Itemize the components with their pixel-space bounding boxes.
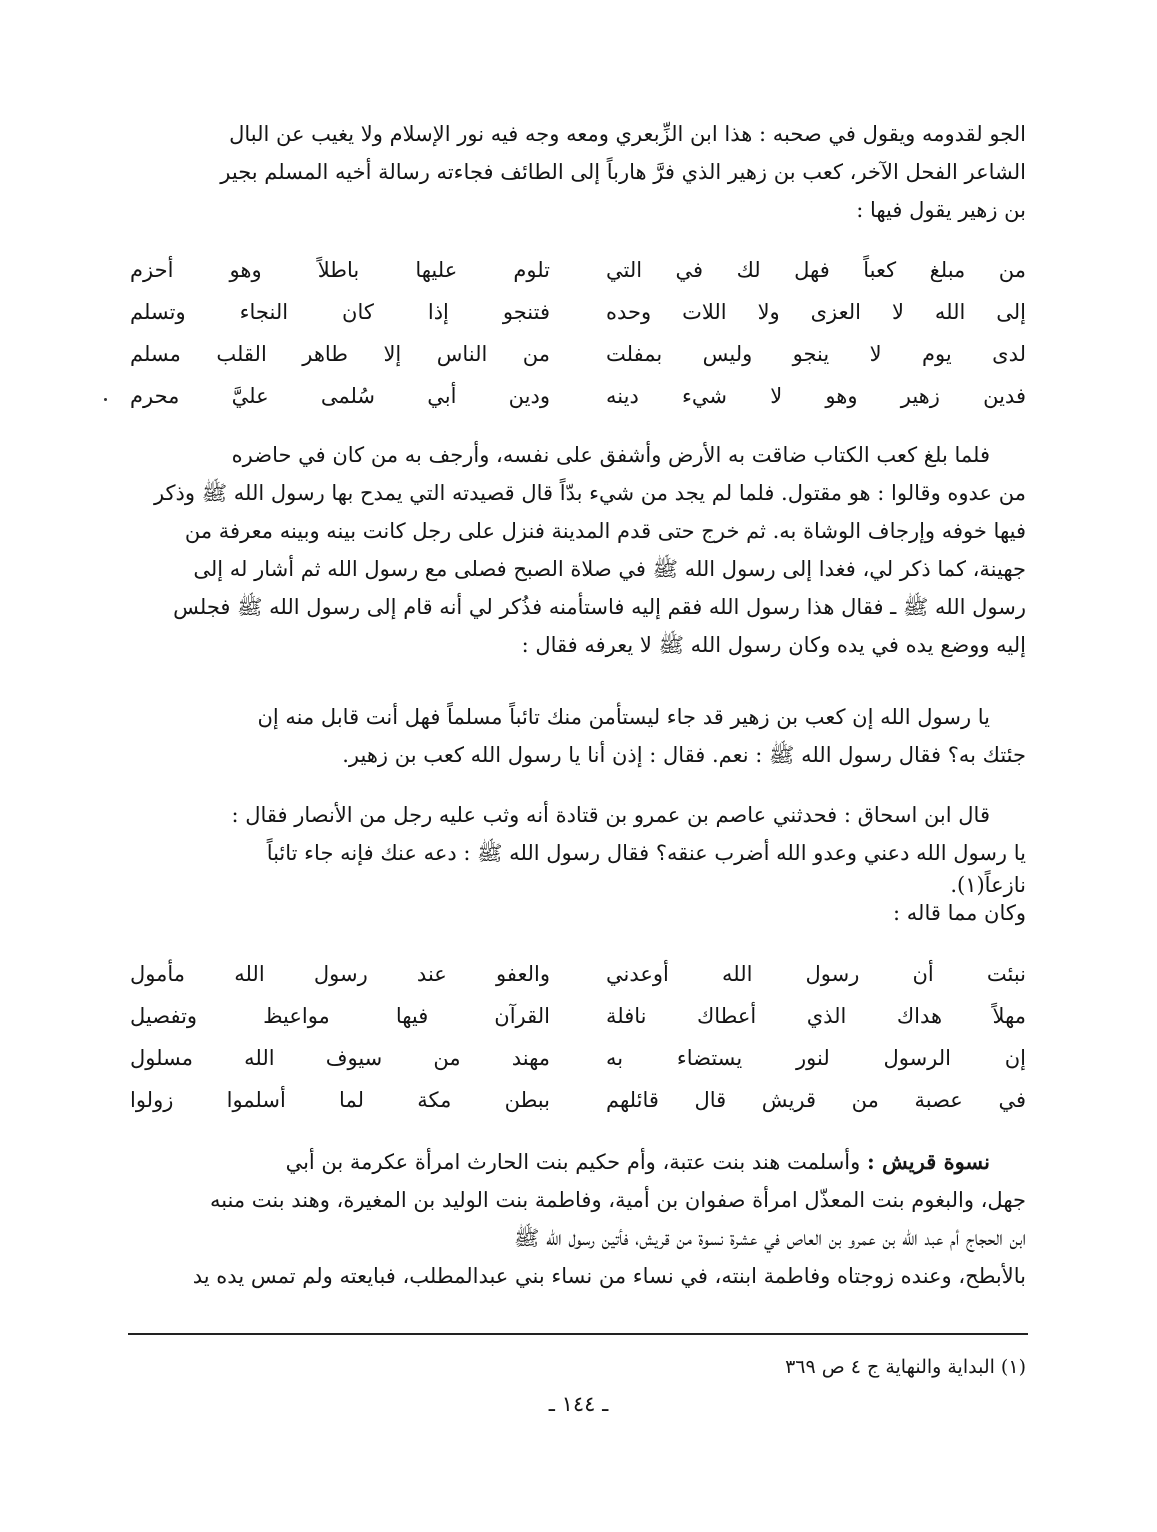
verse-first-hemistich: في عصبة من قريش قال قائلهم [606, 1088, 1026, 1112]
text-line: فيها خوفه وإرجاف الوشاة به. ثم خرج حتى قدم المدينة فنزل على رجل كانت بينه وبينه معرفة من [184, 519, 1026, 543]
poem-verse [130, 291, 1026, 333]
paragraph-ibn-ishaq [130, 796, 1026, 928]
verse-second-hemistich: من الناس إلا طاهر القلب مسلم [130, 342, 550, 366]
footnote: (١) البداية والنهاية ج ٤ ص ٣٦٩ [785, 1356, 1026, 1378]
section-heading: نسوة قريش : [866, 1149, 990, 1174]
text-line: وكان مما قاله : [893, 901, 1026, 925]
text-line: فلما بلغ كعب الكتاب ضاقت به الأرض وأشفق على نفسه، وأرجف به من كان في حاضره [231, 443, 990, 467]
verse-second-hemistich: القرآن فيها مواعيظ وتفصيل [130, 1004, 550, 1028]
paragraph-kaab-request [130, 698, 1026, 774]
text-line: يا رسول الله إن كعب بن زهير قد جاء ليستأمن منك تائباً مسلماً فهل أنت قابل منه إن [257, 705, 990, 729]
poem-verse [130, 1037, 1026, 1079]
verse-second-hemistich: ودين أبي سُلمى عليَّ محرم [130, 384, 550, 408]
verse-second-hemistich: والعفو عند رسول الله مأمول [130, 962, 550, 986]
scan-speck [104, 398, 107, 401]
poem-verse [130, 333, 1026, 375]
verse-first-hemistich: فدين زهير وهو لا شيء دينه [606, 384, 1026, 408]
text-line: بالأبطح، وعنده زوجتاه وفاطمة ابنته، في نساء من نساء بني عبدالمطلب، فبايعته ولم تمس يده يد [192, 1264, 1026, 1288]
verse-second-hemistich: ببطن مكة لما أسلموا زولوا [130, 1088, 550, 1112]
poem-bujair [130, 249, 1026, 417]
poem-kaab [130, 953, 1026, 1121]
text-line: جهل، والبغوم بنت المعذّل امرأة صفوان بن أمية، وفاطمة بنت الوليد بن المغيرة، وهند بنت منبه [209, 1188, 1026, 1212]
intro-paragraph [130, 115, 1026, 229]
verse-first-hemistich: لدى يوم لا ينجو وليس بمفلت [606, 342, 1026, 366]
text-line: إليه ووضع يده في يده وكان رسول الله ﷺ لا يعرفه فقال : [521, 633, 1026, 657]
verse-second-hemistich: تلوم عليها باطلاً وهو أحزم [130, 258, 550, 282]
verse-second-hemistich: فتنجو إذا كان النجاء وتسلم [130, 300, 550, 324]
text-line: قال ابن اسحاق : فحدثني عاصم بن عمرو بن قتادة أنه وثب عليه رجل من الأنصار فقال : [231, 803, 990, 827]
verse-first-hemistich: نبئت أن رسول الله أوعدني [606, 962, 1026, 986]
text-line: بن زهير يقول فيها : [856, 198, 1026, 222]
text-line: جهينة، كما ذكر لي، فغدا إلى رسول الله ﷺ في صلاة الصبح فصلى مع رسول الله ثم أشار له إلى [193, 557, 1026, 581]
verse-first-hemistich: إلى الله لا العزى ولا اللات وحده [606, 300, 1026, 324]
text-line: جئتك به؟ فقال رسول الله ﷺ : نعم. فقال : إذن أنا يا رسول الله كعب بن زهير. [342, 743, 1026, 767]
text-line: رسول الله ﷺ ـ فقال هذا رسول الله فقم إليه فاستأمنه فذُكر لي أنه قام إلى رسول الله ﷺ فجلس [173, 595, 1026, 619]
verse-first-hemistich: مهلاً هداك الذي أعطاك نافلة [606, 1004, 1026, 1028]
text-line [130, 1143, 1026, 1181]
verse-first-hemistich: من مبلغ كعباً فهل لك في التي [606, 258, 1026, 282]
paragraph-kaab-arrival [130, 436, 1026, 664]
text-line: ابن الحجاج أم عبد الله بن عمرو بن العاص في عشرة نسوة من قريش، فأتين رسول الله ﷺ [513, 1226, 1026, 1250]
poem-verse [130, 1079, 1026, 1121]
text-line: الجو لقدومه ويقول في صحبه : هذا ابن الزِّبعري ومعه وجه فيه نور الإسلام ولا يغيب عن البال [229, 122, 1026, 146]
text-line: نازعاً(١). [950, 873, 1026, 897]
text-run: وأسلمت هند بنت عتبة، وأم حكيم بنت الحارث امرأة عكرمة بن أبي [285, 1150, 867, 1174]
page-number: ـ ١٤٤ ـ [548, 1392, 609, 1416]
paragraph-quraysh-women [130, 1143, 1026, 1295]
poem-verse [130, 375, 1026, 417]
poem-verse [130, 953, 1026, 995]
verse-first-hemistich: إن الرسول لنور يستضاء به [606, 1046, 1026, 1070]
footnote-divider [128, 1333, 1028, 1335]
poem-verse [130, 995, 1026, 1037]
verse-second-hemistich: مهند من سيوف الله مسلول [130, 1046, 550, 1070]
text-line: يا رسول الله دعني وعدو الله أضرب عنقه؟ فقال رسول الله ﷺ : دعه عنك فإنه جاء تائباً [266, 841, 1026, 865]
poem-verse [130, 249, 1026, 291]
text-line: من عدوه وقالوا : هو مقتول. فلما لم يجد من شيء بدّاً قال قصيدته التي يمدح بها رسول الله ﷺ وذكر [153, 481, 1026, 505]
text-line: الشاعر الفحل الآخر، كعب بن زهير الذي فرَّ هارباً إلى الطائف فجاءته رسالة أخيه المسلم بجير [220, 160, 1026, 184]
